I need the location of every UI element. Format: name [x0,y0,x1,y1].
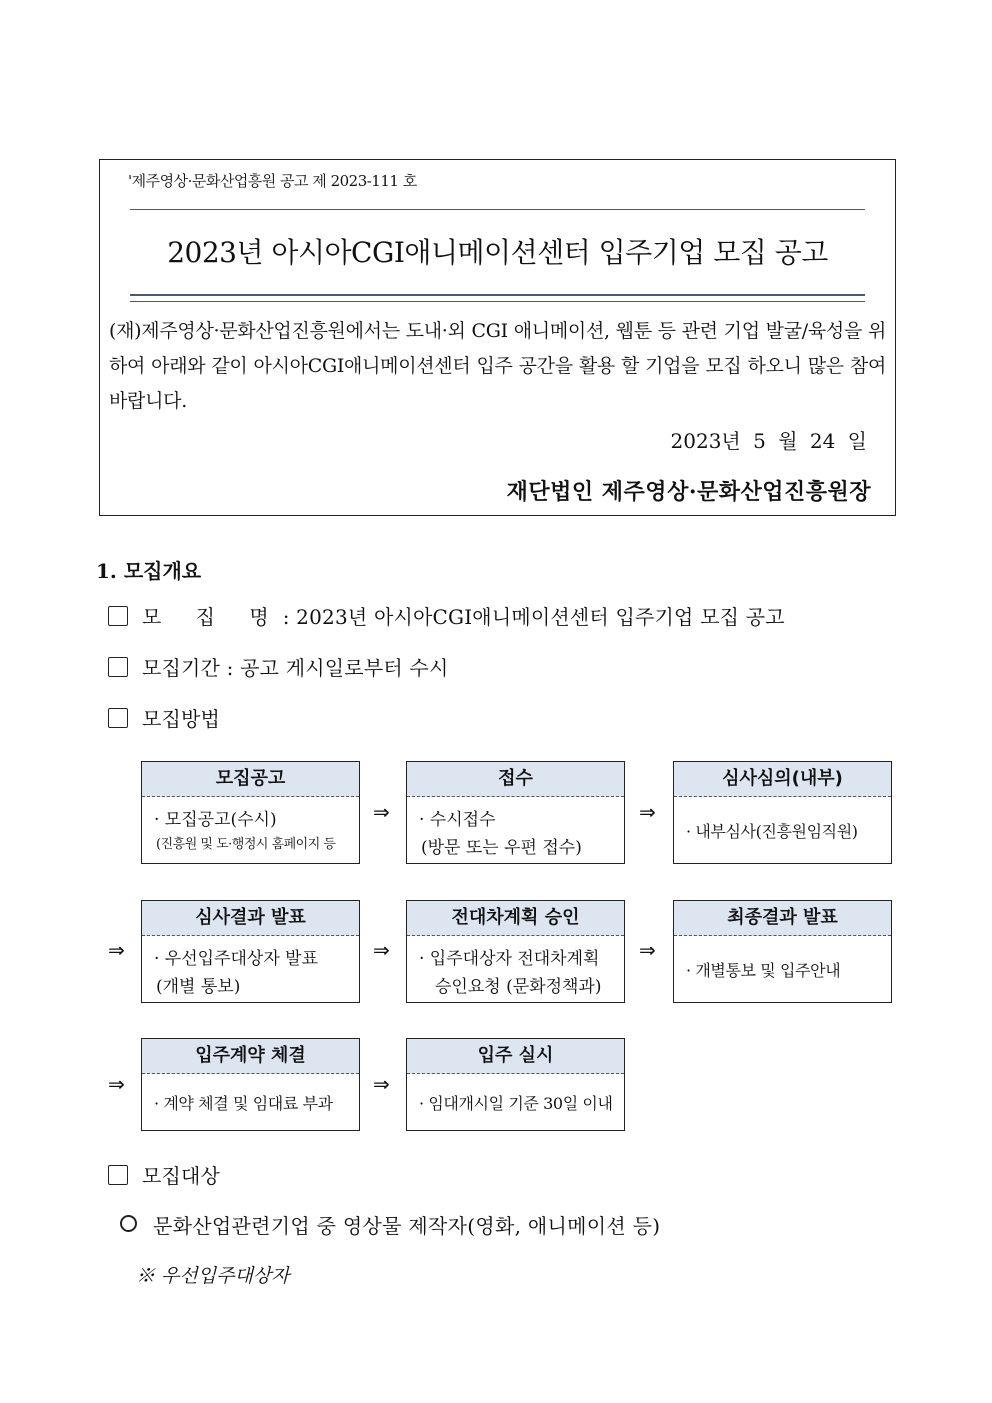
flow-step-title: 입주계약 체결 [142,1039,359,1074]
arrow-icon: ⇒ [373,1072,390,1096]
section-title: 1. 모집개요 [96,559,202,583]
flow-step-text: · 계약 체결 및 임대료 부과 [154,1094,333,1113]
flow-step-title: 접수 [407,762,624,797]
item-recruit-target: 모집대상 [108,1160,220,1189]
checkbox-icon [108,1165,128,1185]
divider-double [130,294,865,302]
flow-step-sublease-approval [406,900,625,1003]
item-recruit-period: 모집기간 : 공고 게시일로부터 수시 [108,652,448,681]
flow-step-title: 최종결과 발표 [674,901,891,936]
notice-date: 2023년 5 월 24 일 [670,429,867,453]
arrow-icon: ⇒ [373,938,390,962]
arrow-icon: ⇒ [373,800,390,824]
notice-title: 2023년 아시아CGI애니메이션센터 입주기업 모집 공고 [167,236,828,269]
item-recruit-name: 모 집 명: 2023년 아시아CGI애니메이션센터 입주기업 모집 공고 [108,601,785,630]
flow-step-title: 전대차계획 승인 [407,901,624,936]
flow-step-text: · 내부심사(진흥원임직원) [686,822,858,841]
arrow-icon: ⇒ [639,938,656,962]
priority-note: ※ 우선입주대상자 [136,1265,290,1287]
divider-thin [130,209,865,210]
flow-step-text: · 입주대상자 전대차계획 [419,949,600,969]
flow-step-final-result [673,900,892,1003]
checkbox-icon [108,657,128,677]
flow-step-subtext: 승인요청 (문화정책과) [435,977,602,997]
flow-step-text: · 수시접수 [419,810,496,830]
flow-step-text: · 개별통보 및 입주안내 [686,961,841,980]
arrow-icon: ⇒ [639,800,656,824]
flow-step-text: · 임대개시일 기준 30일 이내 [419,1094,613,1113]
checkbox-icon [108,708,128,728]
flow-step-title: 모집공고 [142,762,359,797]
target-item: 문화산업관련기업 중 영상물 제작자(영화, 애니메이션 등) [120,1210,660,1239]
item-recruit-method: 모집방법 [108,703,220,732]
notice-intro: (재)제주영상·문화산업진흥원에서는 도내·외 CGI 애니메이션, 웹툰 등 관련 기업 발굴/육성을 위하여 아래와 같이 아시아CGI애니메이션센터 입주 공간을 활용 할 기업을 모집 하오니 많은 참여 바랍니다. [109,320,886,412]
flow-step-title: 입주 실시 [407,1039,624,1074]
flow-step-title: 심사결과 발표 [142,901,359,936]
flow-step-title: 심사심의(내부) [674,762,891,797]
flow-step-receipt [406,761,625,864]
flow-step-subtext: (개별 통보) [156,977,241,997]
flow-step-announcement [141,761,360,864]
flow-step-subtext: (방문 또는 우편 접수) [421,838,582,858]
arrow-icon: ⇒ [108,1072,125,1096]
flow-step-text: · 우선입주대상자 발표 [154,949,319,969]
flow-step-review-result [141,900,360,1003]
flow-step-move-in [406,1038,625,1131]
flow-step-text: · 모집공고(수시) [154,810,277,830]
circle-bullet-icon [120,1215,137,1232]
arrow-icon: ⇒ [108,938,125,962]
flow-step-contract [141,1038,360,1131]
checkbox-icon [108,606,128,626]
notice-number: '제주영상·문화산업흥원 공고 제 2023-111 호 [128,172,417,190]
notice-signer: 재단법인 제주영상·문화산업진흥원장 [506,479,871,505]
notice-header-box [99,159,896,516]
flow-step-review [673,761,892,864]
flow-step-subtext: (진흥원 및 도·행정시 홈페이지 등 [156,837,336,852]
